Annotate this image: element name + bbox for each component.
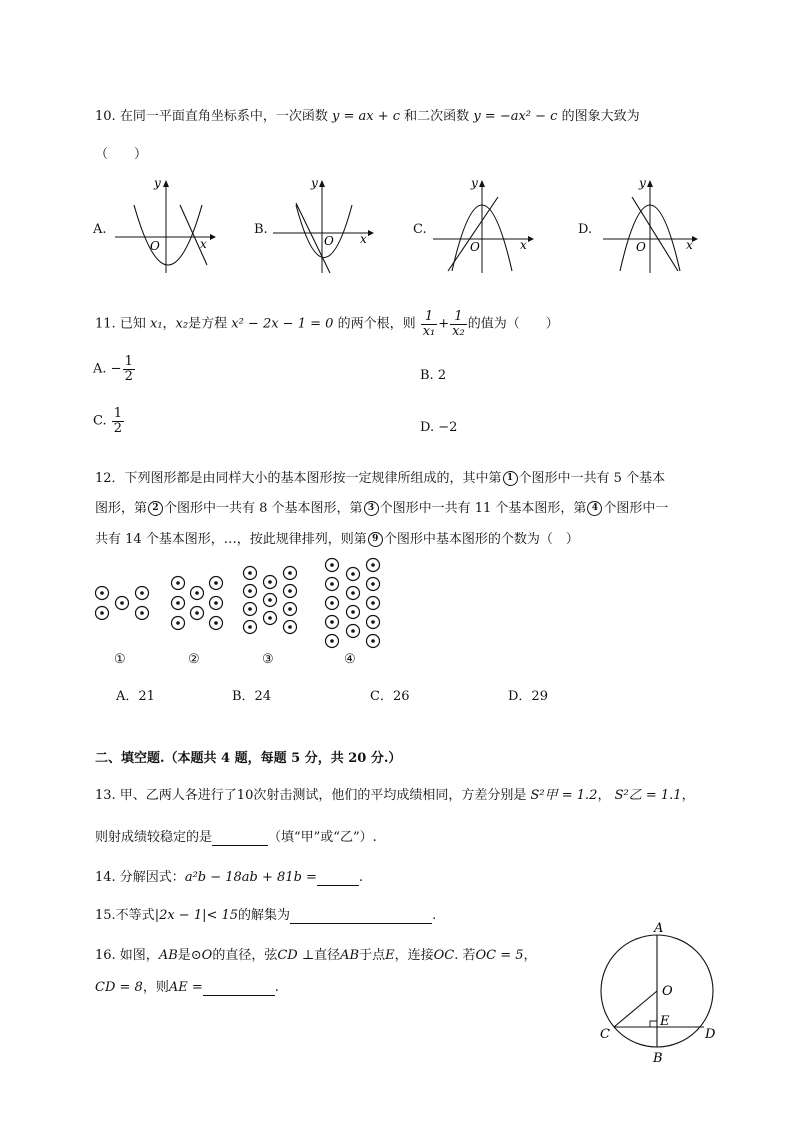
- section-2-heading: 二、填空题.（本题共 4 题，每题 5 分，共 20 分.）: [95, 751, 402, 766]
- basic-shape-dotted-circle: [244, 621, 257, 634]
- q16-line-2: [95, 976, 279, 996]
- basic-shape-dotted-circle: [347, 606, 360, 619]
- q16-circle-o: ⊙O: [190, 948, 213, 963]
- q11-option-d-label: D.: [420, 420, 435, 435]
- q10-text-c: 的图象大致为: [561, 109, 640, 124]
- q16-line1-e: 于点: [359, 948, 386, 963]
- q13-line2-a: 则射成绩较稳定的是: [95, 830, 213, 845]
- q16-end: .: [274, 980, 279, 995]
- basic-shape-dotted-circle: [367, 578, 380, 591]
- basic-shape-dotted-circle: [367, 635, 380, 648]
- basic-shape-dotted-circle: [326, 616, 339, 629]
- y-label: y: [154, 176, 161, 190]
- q11-option-c-label: C.: [93, 413, 107, 429]
- q15-text-b: 的解集为: [238, 908, 291, 923]
- q12-line2-d: 个图形中一: [603, 501, 669, 516]
- q12-figure-label-2: ②: [188, 652, 200, 667]
- q16-line1-d: 直径: [314, 948, 341, 963]
- origin-label: O: [636, 240, 646, 254]
- y-label: y: [311, 176, 318, 190]
- basic-shape-dotted-circle: [191, 607, 204, 620]
- basic-shape-dotted-circle: [326, 597, 339, 610]
- q16-line1-a: 16. 如图，: [95, 948, 159, 963]
- q16-line1-c: 的直径，弦: [212, 948, 278, 963]
- q13-line-1: [95, 784, 695, 803]
- q11-x1: x₁: [149, 316, 163, 332]
- basic-shape-dotted-circle: [172, 597, 185, 610]
- basic-shape-dotted-circle: [136, 607, 149, 620]
- q13-line1-text: 13. 甲、乙两人各进行了10次射击测试，他们的平均成绩相同，方差分别是: [95, 788, 527, 803]
- q16-ab2: AB: [340, 948, 360, 963]
- q11-frac-2: $\frac{1}{\text{x₂}}$: [452, 309, 465, 339]
- q11-text-c: 的两个根，则: [337, 316, 416, 332]
- q12-line2-b: 个图形中一共有 8 个基本图形，第: [164, 501, 363, 516]
- basic-shape-dotted-circle: [210, 617, 223, 630]
- q11-frac-1: $\frac{1}{\text{x₁}}$: [422, 309, 436, 339]
- q12-line2-a: 图形，第: [95, 501, 148, 516]
- circled-number-2: 2: [148, 501, 163, 516]
- origin-label: O: [324, 234, 334, 248]
- basic-shape-dotted-circle: [191, 587, 204, 600]
- q12-line3-b: 个图形中基本图形的个数为（ ）: [383, 532, 579, 547]
- q16-cd-perp: CD ⊥: [277, 948, 315, 963]
- q14-line: [95, 866, 363, 886]
- basic-shape-dotted-circle: [172, 617, 185, 630]
- basic-shape-dotted-circle: [326, 559, 339, 572]
- q15-answer-blank[interactable]: [290, 908, 432, 924]
- basic-shape-dotted-circle: [367, 597, 380, 610]
- q16-line1-f: ，连接: [394, 948, 434, 963]
- q11-sep: ，: [162, 316, 176, 332]
- q16-cd-val: CD = 8: [95, 980, 143, 995]
- q14-expr: a²b − 18ab + 81b =: [184, 870, 317, 885]
- q15-end: .: [432, 908, 437, 923]
- basic-shape-dotted-circle: [96, 587, 109, 600]
- q11-option-b: B. 2: [420, 368, 447, 383]
- q14-text: 14. 分解因式：: [95, 870, 185, 885]
- q11-option-d-value: −2: [438, 420, 458, 435]
- q12-line2-c: 个图形中一共有 11 个基本图形，第: [379, 501, 587, 516]
- q11-option-c-den: 2: [113, 420, 123, 436]
- q16-line1-g: . 若: [454, 948, 476, 963]
- q12-option-c: C．26: [370, 689, 410, 704]
- x-label: x: [200, 237, 207, 251]
- circled-number-9: 9: [368, 532, 383, 547]
- point-o-label: O: [662, 984, 673, 999]
- q16-ae: AE =: [168, 980, 203, 995]
- q11-text-d: 的值为（ ）: [467, 316, 559, 332]
- q16-e: E: [385, 948, 395, 963]
- circled-number-1: 1: [503, 471, 518, 486]
- q11-stem: 11. 已知 x₁，x₂是方程 x² − 2x − 1 = 0 的两个根，则 $\frac{1}{\text{x₁}}$ + $\frac{1}{\text{x₂}}$ 的值为（ ）: [95, 309, 559, 339]
- q16-line-1: [95, 944, 537, 963]
- q10-text-a: 在同一平面直角坐标系中，一次函数: [119, 109, 328, 124]
- q13-line-2: [95, 826, 377, 846]
- basic-shape-dotted-circle: [326, 635, 339, 648]
- q11-option-c-num: 1: [113, 406, 123, 421]
- origin-label: O: [470, 240, 480, 254]
- q11-text-b: 是方程: [188, 316, 228, 332]
- basic-shape-dotted-circle: [264, 594, 277, 607]
- q10-text-b: 和二次函数: [404, 109, 470, 124]
- q16-oc: OC: [433, 948, 455, 963]
- point-a-label: A: [654, 921, 664, 936]
- circled-number-3: 3: [364, 501, 379, 516]
- basic-shape-dotted-circle: [264, 612, 277, 625]
- q12-figure-label-1: ①: [114, 652, 126, 667]
- q11-equation: x² − 2x − 1 = 0: [231, 316, 334, 332]
- x-label: x: [686, 238, 693, 252]
- point-e-label: E: [660, 1014, 670, 1029]
- q13-line2-b: （填“甲”或“乙”）.: [268, 830, 377, 845]
- x-label: x: [360, 232, 367, 246]
- y-label: y: [639, 176, 646, 190]
- q15-expr: |2x − 1|< 15: [154, 908, 239, 923]
- basic-shape-dotted-circle: [96, 607, 109, 620]
- q10-linear-expr: y = ax + c: [331, 109, 401, 124]
- q14-answer-blank[interactable]: [317, 870, 359, 886]
- q16-circle-figure: [590, 918, 730, 1068]
- basic-shape-dotted-circle: [284, 621, 297, 634]
- q13-comma: ，: [597, 788, 611, 803]
- point-b-label: B: [653, 1051, 663, 1066]
- q15-text: 15.不等式: [95, 908, 155, 923]
- q11-text-a: 已知: [119, 316, 146, 332]
- basic-shape-dotted-circle: [244, 585, 257, 598]
- basic-shape-dotted-circle: [326, 578, 339, 591]
- origin-label: O: [150, 239, 160, 253]
- basic-shape-dotted-circle: [136, 587, 149, 600]
- basic-shape-dotted-circle: [116, 597, 129, 610]
- basic-shape-dotted-circle: [210, 577, 223, 590]
- q11-x2: x₂: [175, 316, 189, 332]
- q11-option-a-sign: −: [110, 361, 122, 377]
- q10-number: 10.: [95, 109, 116, 124]
- q13-variance-yi: S²乙 = 1.1: [614, 788, 682, 803]
- basic-shape-dotted-circle: [244, 567, 257, 580]
- y-label: y: [471, 176, 478, 190]
- q10-option-d-label: D.: [578, 222, 593, 237]
- basic-shape-dotted-circle: [284, 603, 297, 616]
- q12-line3-a: 共有 14 个基本图形，…，按此规律排列，则第: [95, 532, 367, 547]
- x-label: x: [520, 238, 527, 252]
- basic-shape-dotted-circle: [284, 567, 297, 580]
- q16-answer-blank[interactable]: [203, 980, 275, 996]
- basic-shape-dotted-circle: [244, 603, 257, 616]
- q11-option-a-num: 1: [124, 354, 133, 369]
- basic-shape-dotted-circle: [172, 577, 185, 590]
- q16-line1-h: ，: [523, 948, 537, 963]
- q13-answer-blank[interactable]: [212, 830, 268, 846]
- basic-shape-dotted-circle: [367, 559, 380, 572]
- q10-quad-expr: y = −ax² − c: [473, 109, 558, 124]
- q12-figure-label-4: ④: [344, 652, 356, 667]
- q16-ab: AB: [158, 948, 178, 963]
- q12-option-a: A．21: [116, 689, 155, 704]
- point-d-label: D: [705, 1027, 716, 1042]
- basic-shape-dotted-circle: [367, 616, 380, 629]
- basic-shape-dotted-circle: [347, 587, 360, 600]
- basic-shape-dotted-circle: [284, 585, 297, 598]
- q12-option-d: D．29: [508, 689, 548, 704]
- q12-line1-b: 个图形中一共有 5 个基本: [518, 471, 666, 486]
- q13-end: ，: [681, 788, 695, 803]
- q13-variance-jia: S²甲 = 1.2: [530, 788, 598, 803]
- q10-paren: （ ）: [95, 147, 148, 162]
- q10-option-c-label: C.: [413, 222, 427, 237]
- q10-option-a-label: A.: [93, 222, 107, 237]
- q15-line: [95, 904, 436, 924]
- circled-number-4: 4: [587, 501, 602, 516]
- q14-end: .: [358, 870, 364, 885]
- point-c-label: C: [600, 1027, 610, 1042]
- q12-line1-a: 12．下列图形都是由同样大小的基本图形按一定规律所组成的，其中第: [95, 471, 502, 486]
- q16-line1-b: 是: [177, 948, 191, 963]
- q11-option-a-label: A.: [93, 361, 107, 377]
- q16-oc-val: OC = 5: [475, 948, 524, 963]
- basic-shape-dotted-circle: [347, 568, 360, 581]
- q11-option-a-den: 2: [124, 368, 133, 384]
- q12-option-b: B．24: [232, 689, 272, 704]
- q16-line2-b: ，则: [142, 980, 169, 995]
- basic-shape-dotted-circle: [347, 625, 360, 638]
- segment-oc: [614, 991, 657, 1027]
- basic-shape-dotted-circle: [264, 576, 277, 589]
- right-angle-mark: [650, 1021, 657, 1027]
- q12-figure-label-3: ③: [262, 652, 274, 667]
- q10-option-b-label: B.: [254, 222, 268, 237]
- q11-number: 11.: [95, 316, 116, 332]
- basic-shape-dotted-circle: [210, 597, 223, 610]
